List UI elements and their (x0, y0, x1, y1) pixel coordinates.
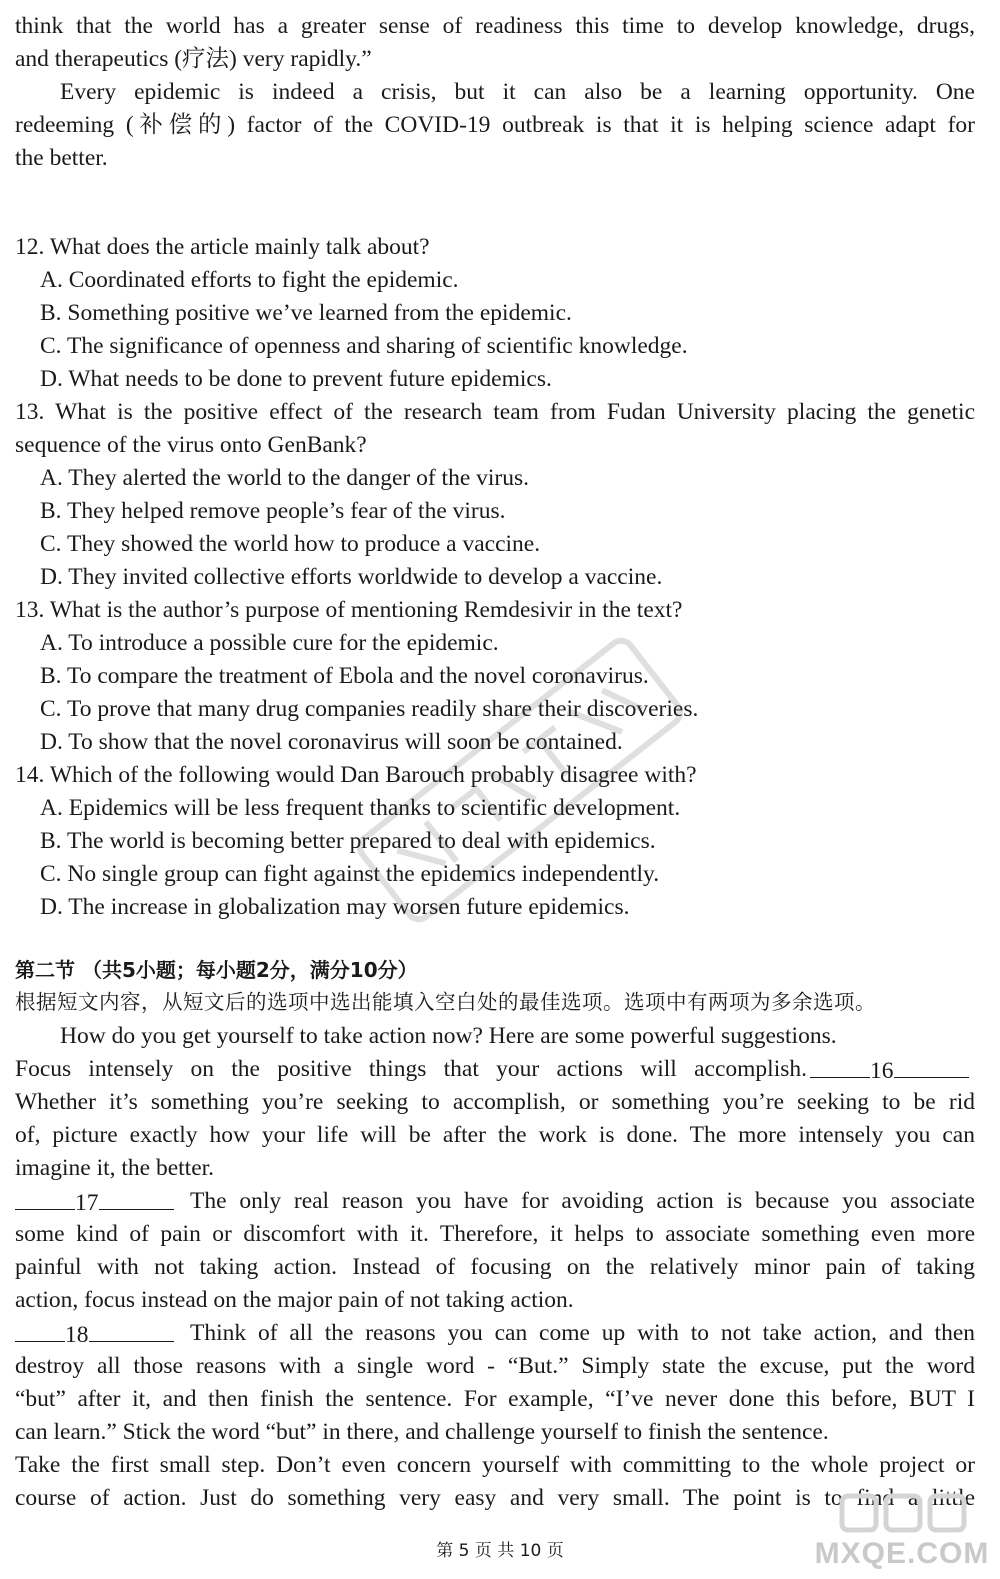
answer-option: A. To introduce a possible cure for the epidemic. (40, 630, 499, 656)
answer-option: B. The world is becoming better prepared to deal with epidemics. (40, 828, 656, 854)
passage-text: Think of all the reasons you can come up with to not take action, and then (190, 1320, 975, 1346)
passage-line: of, picture exactly how your life will be after the work is done. The more intensely you can (15, 1122, 975, 1148)
answer-option: C. The significance of openness and sharing of scientific knowledge. (40, 333, 688, 359)
passage-text: Focus intensely on the positive things that your actions will accomplish. (15, 1056, 807, 1082)
passage-line: the better. (15, 145, 108, 171)
section-instructions: 根据短文内容，从短文后的选项中选出能填入空白处的最佳选项。选项中有两项为多余选项。 (15, 990, 876, 1014)
answer-option: C. No single group can fight against the epidemics independently. (40, 861, 660, 887)
answer-option: D. They invited collective efforts worldwide to develop a vaccine. (40, 564, 663, 590)
answer-option: B. Something positive we’ve learned from the epidemic. (40, 300, 572, 326)
passage-text: The only real reason you have for avoiding action is because you associate (190, 1188, 975, 1214)
question-stem-continued: sequence of the virus onto GenBank? (15, 432, 367, 458)
answer-option: B. They helped remove people’s fear of the virus. (40, 498, 506, 524)
passage-line: imagine it, the better. (15, 1155, 215, 1181)
answer-option: A. They alerted the world to the danger of the virus. (40, 465, 530, 491)
blank-17[interactable] (15, 1185, 185, 1219)
page-footer: 第 5 页 共 10 页 (436, 1541, 564, 1561)
answer-option: A. Epidemics will be less frequent thanks to scientific development. (40, 795, 681, 821)
passage-line: “but” after it, and then finish the sentence. For example, “I’ve never done this before, BUT I (15, 1386, 975, 1412)
blank-number: 16 (870, 1058, 894, 1084)
passage-line: can learn.” Stick the word “but” in there, and challenge yourself to finish the sentence. (15, 1419, 829, 1445)
passage-line: think that the world has a greater sense of readiness this time to develop knowledge, drugs, (15, 13, 975, 39)
logo-text: MXQE.COM (814, 1537, 990, 1570)
answer-option: D. To show that the novel coronavirus will soon be contained. (40, 729, 623, 755)
answer-option: A. Coordinated efforts to fight the epidemic. (40, 267, 459, 293)
passage-line: painful with not taking action. Instead of focusing on the relatively minor pain of taking (15, 1254, 975, 1280)
question-stem: 13. What is the author’s purpose of mentioning Remdesivir in the text? (15, 597, 683, 623)
answer-option: B. To compare the treatment of Ebola and the novel coronavirus. (40, 663, 649, 689)
passage-line: some kind of pain or discomfort with it. Therefore, it helps to associate something even more (15, 1221, 975, 1247)
blank-18[interactable] (15, 1317, 185, 1351)
blank-16[interactable] (810, 1053, 975, 1087)
passage-line: action, focus instead on the major pain of not taking action. (15, 1287, 574, 1313)
passage-line: course of action. Just do something very easy and very small. The point is to find a little (15, 1485, 975, 1511)
passage-line: destroy all those reasons with a single word - “But.” Simply state the excuse, put the word (15, 1353, 975, 1379)
blank-number: 18 (65, 1322, 89, 1348)
answer-option: C. To prove that many drug companies readily share their discoveries. (40, 696, 699, 722)
answer-option: D. What needs to be done to prevent future epidemics. (40, 366, 552, 392)
passage-line: How do you get yourself to take action now? Here are some powerful suggestions. (60, 1023, 837, 1049)
passage-line: Every epidemic is indeed a crisis, but it can also be a learning opportunity. One (60, 79, 975, 105)
answer-option: C. They showed the world how to produce a vaccine. (40, 531, 541, 557)
section-heading: 第二节 （共5小题；每小题2分，满分10分） (15, 958, 418, 982)
passage-line: redeeming (补偿的) factor of the COVID-19 outbreak is that it is helping science adapt for (15, 112, 975, 138)
passage-line: and therapeutics (疗法) very rapidly.” (15, 46, 372, 72)
passage-line: Take the first small step. Don’t even concern yourself with committing to the whole project or (15, 1452, 975, 1478)
question-stem: 14. Which of the following would Dan Barouch probably disagree with? (15, 762, 697, 788)
question-stem: 13. What is the positive effect of the research team from Fudan University placing the genetic (15, 399, 975, 425)
answer-option: D. The increase in globalization may worsen future epidemics. (40, 894, 630, 920)
question-stem: 12. What does the article mainly talk about? (15, 234, 430, 260)
passage-line: Whether it’s something you’re seeking to accomplish, or something you’re seeking to be rid (15, 1089, 975, 1115)
blank-number: 17 (75, 1190, 99, 1216)
